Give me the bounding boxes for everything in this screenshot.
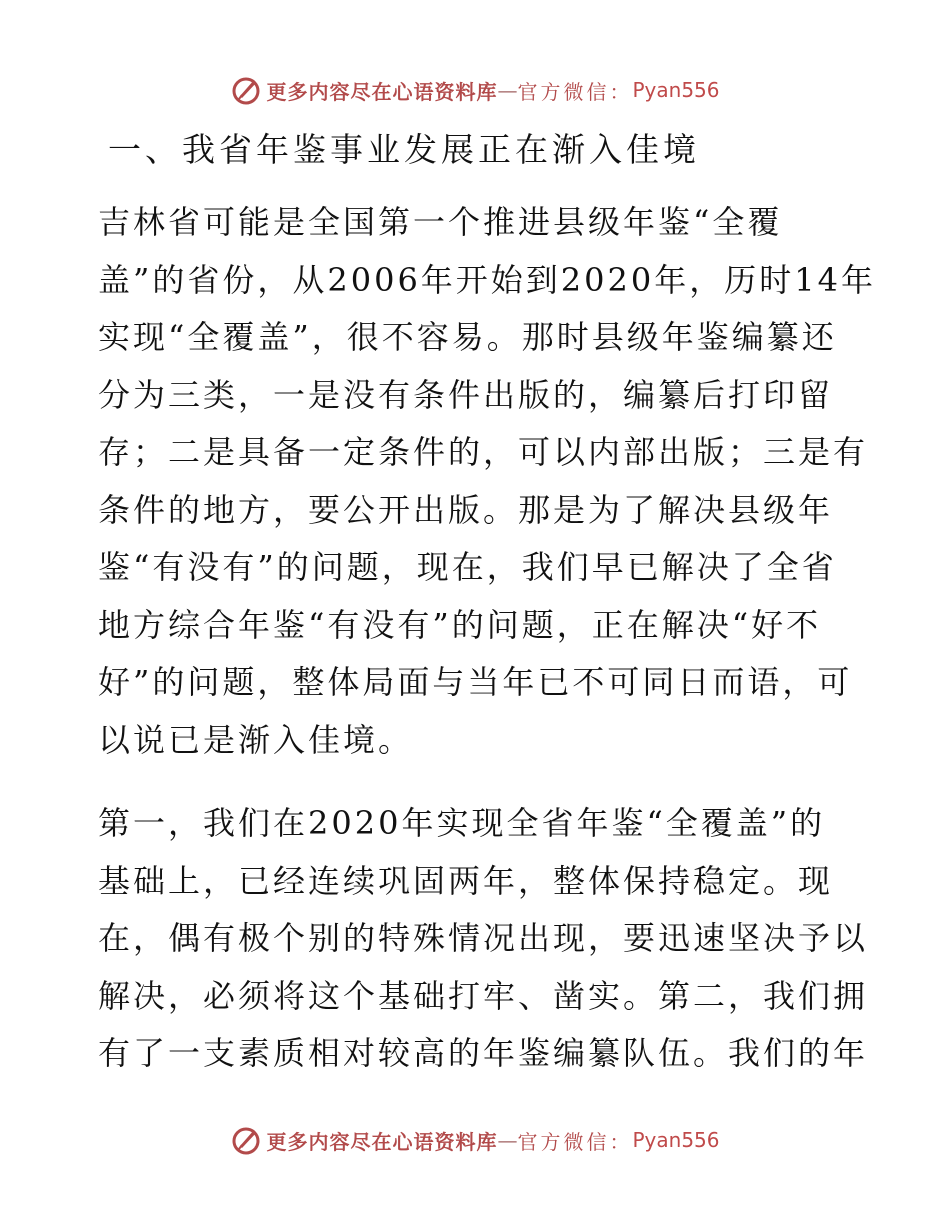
paragraph-line: 有了一支素质相对较高的年鉴编纂队伍。我们的年 [98,1034,869,1072]
footer-banner [0,1120,950,1160]
banner-wechat-id: Pyan556 [632,78,720,102]
paragraph-2 [98,795,869,1083]
paragraph-line: 以说已是渐入佳境。 [98,720,414,759]
paragraph-line: 实现“全覆盖”，很不容易。那时县级年鉴编纂还 [98,318,837,356]
banner-main-text: 更多内容尽在心语资料库 [266,1129,498,1154]
paragraph-line: 在，偶有极个别的特殊情况出现，要迅速坚决予以 [98,919,869,957]
paragraph-line: 分为三类，一是没有条件出版的，编纂后打印留 [98,375,834,414]
section-heading: 一、我省年鉴事业发展正在渐入佳境 [108,130,700,169]
paragraph-line: 地方综合年鉴“有没有”的问题，正在解决“好不 [98,605,822,644]
quill-logo-icon [230,74,262,106]
header-banner [0,70,950,110]
quill-logo-icon [230,1124,262,1156]
paragraph-line: 盖”的省份，从2006年开始到2020年，历时14年 [98,260,876,299]
banner-dash: — [497,78,518,102]
paragraph-line: 第一，我们在2020年实现全省年鉴“全覆盖”的 [98,804,826,842]
banner-label: 官方微信： [517,1129,633,1154]
paragraph-1 [98,194,876,769]
paragraph-line: 解决，必须将这个基础打牢、凿实。第二，我们拥 [98,976,869,1015]
banner-wechat-id: Pyan556 [632,1128,720,1152]
paragraph-line: 存；二是具备一定条件的，可以内部出版；三是有 [98,433,869,471]
paragraph-line: 吉林省可能是全国第一个推进县级年鉴“全覆 [98,203,783,241]
paragraph-line: 基础上，已经连续巩固两年，整体保持稳定。现 [98,861,834,900]
paragraph-line: 鉴“有没有”的问题，现在，我们早已解决了全省 [98,548,837,586]
banner-dash: — [497,1128,518,1152]
paragraph-line: 条件的地方，要公开出版。那是为了解决县级年 [98,490,834,529]
banner-label: 官方微信： [517,79,633,104]
paragraph-line: 好”的问题，整体局面与当年已不可同日而语，可 [98,663,853,701]
banner-main-text: 更多内容尽在心语资料库 [266,79,498,104]
